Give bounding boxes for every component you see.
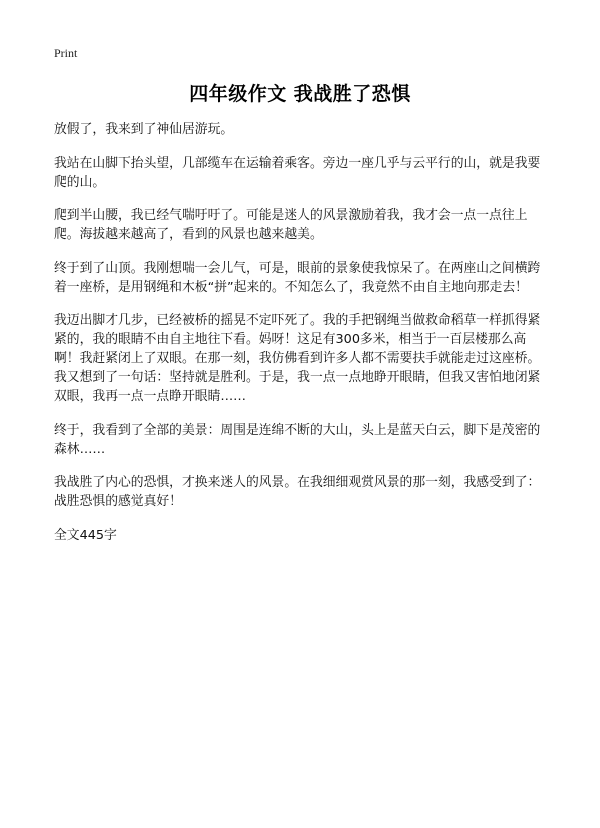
paragraph: 放假了，我来到了神仙居游玩。 (54, 122, 234, 137)
paragraph: 终于到了山顶。我刚想喘一会儿气，可是，眼前的景象使我惊呆了。在两座山之间横跨着一座桥，是用钢绳和木板“拼”起来的。不知怎么了，我竟然不由自主地向那走去！ (54, 260, 541, 295)
paragraph: 爬到半山腰，我已经气喘吁吁了。可能是迷人的风景激励着我，我才会一点一点往上爬。海拔越来越高了，看到的风景也越来越美。 (54, 208, 528, 242)
paragraph: 我站在山脚下抬头望，几部缆车在运输着乘客。旁边一座几乎与云平行的山，就是我要爬的山。 (54, 155, 541, 190)
paragraph: 我迈出脚才几步，已经被桥的摇晃不定吓死了。我的手把钢绳当做救命稻草一样抓得紧紧的，我的眼睛不由自主地往下看。妈呀！这足有300多米，相当于一百层楼那么高啊！我赶紧闭上了双眼。在那一刻，我仿佛看到许多人都不需要扶手就能走过这座桥。我又想到了一句话：坚持就是胜利。于是，我一点一点地睁开眼睛，但我又害怕地闭紧双眼，我再一点一点睁开眼睛…… (54, 313, 541, 404)
paragraph: 我战胜了内心的恐惧，才换来迷人的风景。在我细细观赏风景的那一刻，我感受到了：战胜恐惧的感觉真好！ (54, 475, 541, 509)
word-count: 全文445字 (54, 527, 117, 543)
print-link[interactable]: Print (54, 46, 78, 60)
paragraph: 终于，我看到了全部的美景：周围是连绵不断的大山，头上是蓝天白云，脚下是茂密的森林…… (54, 422, 541, 457)
article-body (54, 120, 550, 545)
page-title: 四年级作文 我战胜了恐惧 (189, 83, 411, 105)
